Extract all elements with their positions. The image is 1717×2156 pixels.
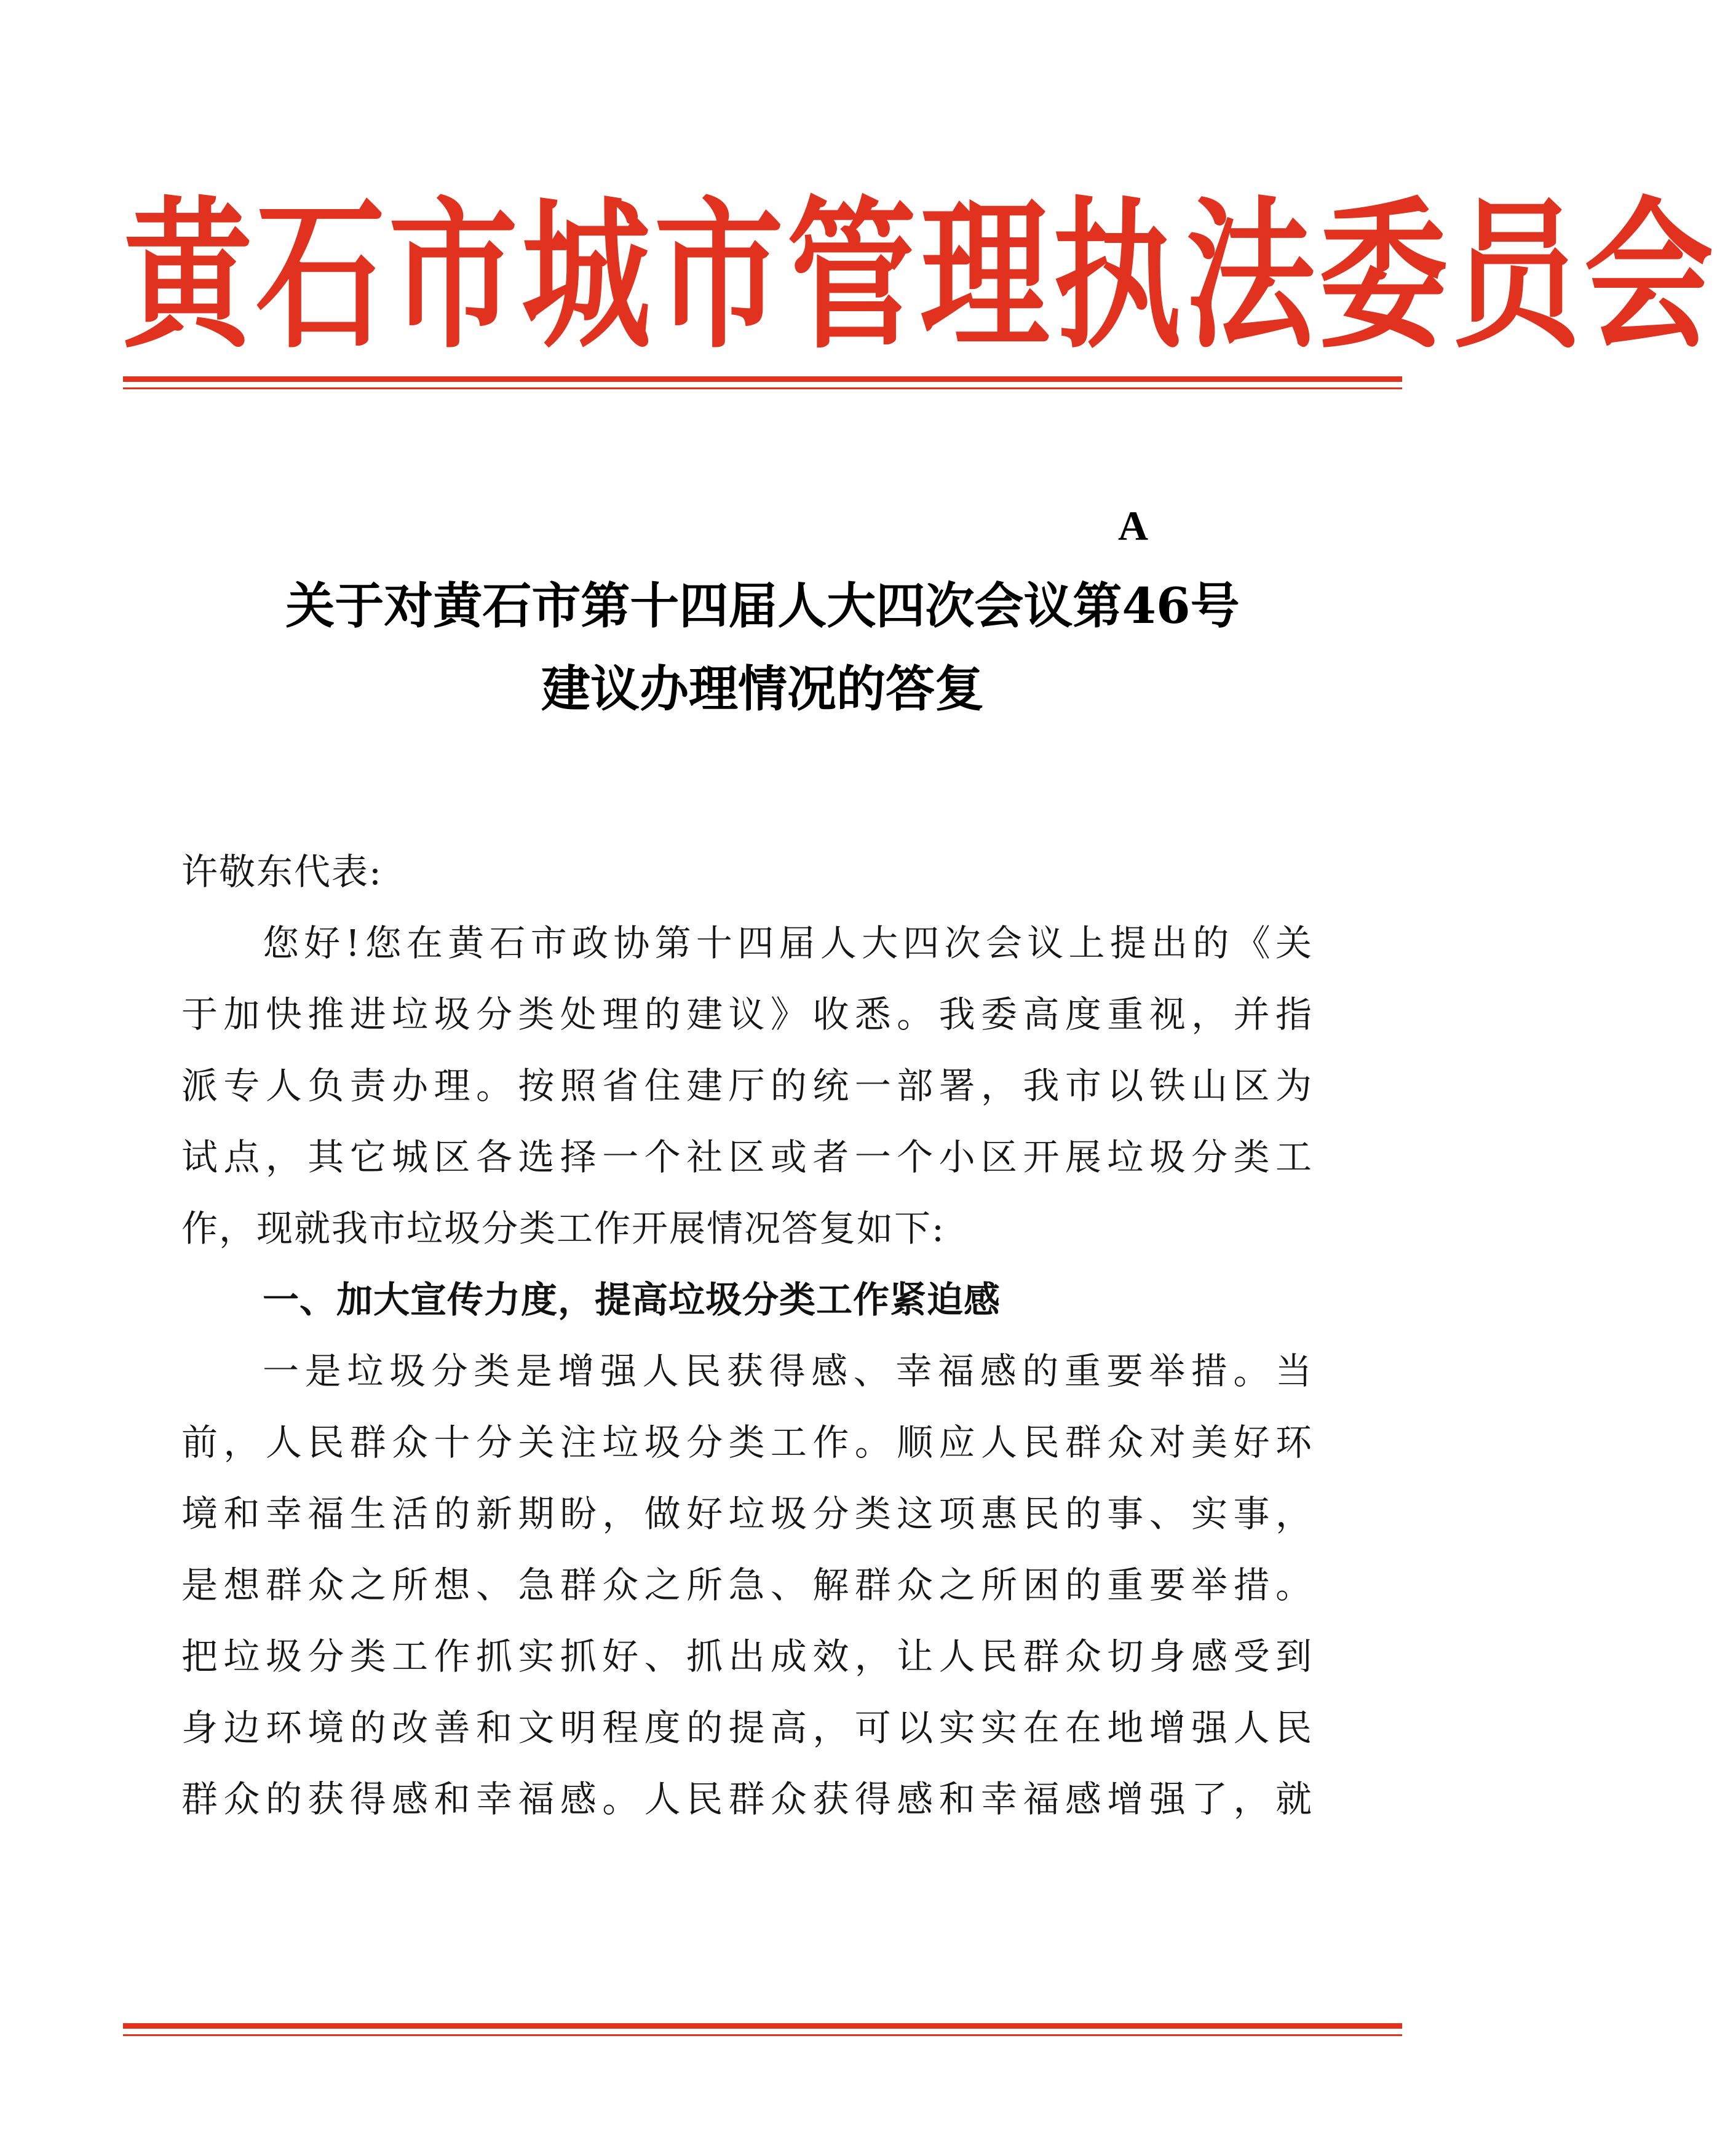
divider-thin-line xyxy=(123,387,1402,389)
paragraph-line: 群众的获得感和幸福感。人民群众获得感和幸福感增强了，就 xyxy=(181,1778,1313,1820)
footer-divider xyxy=(123,2023,1402,2036)
divider-thick-line xyxy=(123,376,1402,382)
paragraph-line: 作，现就我市垃圾分类工作开展情况答复如下: xyxy=(181,1207,945,1250)
paragraph-line: 一是垃圾分类是增强人民获得感、幸福感的重要举措。当 xyxy=(263,1350,1313,1392)
paragraph-line: 前，人民群众十分关注垃圾分类工作。顺应人民群众对美好环 xyxy=(181,1421,1313,1464)
salutation: 许敬东代表: xyxy=(181,850,383,893)
divider-thin-line xyxy=(123,2034,1402,2036)
paragraph-line: 身边环境的改善和文明程度的提高，可以实实在在地增强人民 xyxy=(181,1706,1313,1749)
paragraph-line: 于加快推进垃圾分类处理的建议》收悉。我委高度重视，并指 xyxy=(181,993,1313,1036)
paragraph-line: 是想群众之所想、急群众之所急、解群众之所困的重要举措。 xyxy=(181,1564,1313,1606)
paragraph-line: 境和幸福生活的新期盼，做好垃圾分类这项惠民的事、实事， xyxy=(181,1492,1313,1535)
document-grade: A xyxy=(1118,502,1149,549)
paragraph-line: 您好!您在黄石市政协第十四届人大四次会议上提出的《关 xyxy=(263,922,1313,964)
paragraph-line: 把垃圾分类工作抓实抓好、抓出成效，让人民群众切身感受到 xyxy=(181,1635,1313,1678)
divider-thick-line xyxy=(123,2023,1402,2029)
section-heading: 一、加大宣传力度，提高垃圾分类工作紧迫感 xyxy=(263,1278,1001,1321)
document-body xyxy=(181,836,1313,1835)
paragraph-line: 试点，其它城区各选择一个社区或者一个小区开展垃圾分类工 xyxy=(181,1136,1313,1178)
masthead-org-name: 黄石市城市管理执法委员会 xyxy=(123,182,1717,371)
masthead-divider xyxy=(123,376,1402,389)
document-title-line-1: 关于对黄石市第十四届人大四次会议第46号 xyxy=(285,577,1240,635)
paragraph-line: 派专人负责办理。按照省住建厅的统一部署，我市以铁山区为 xyxy=(181,1064,1313,1107)
document-title-line-2: 建议办理情况的答复 xyxy=(541,660,984,718)
